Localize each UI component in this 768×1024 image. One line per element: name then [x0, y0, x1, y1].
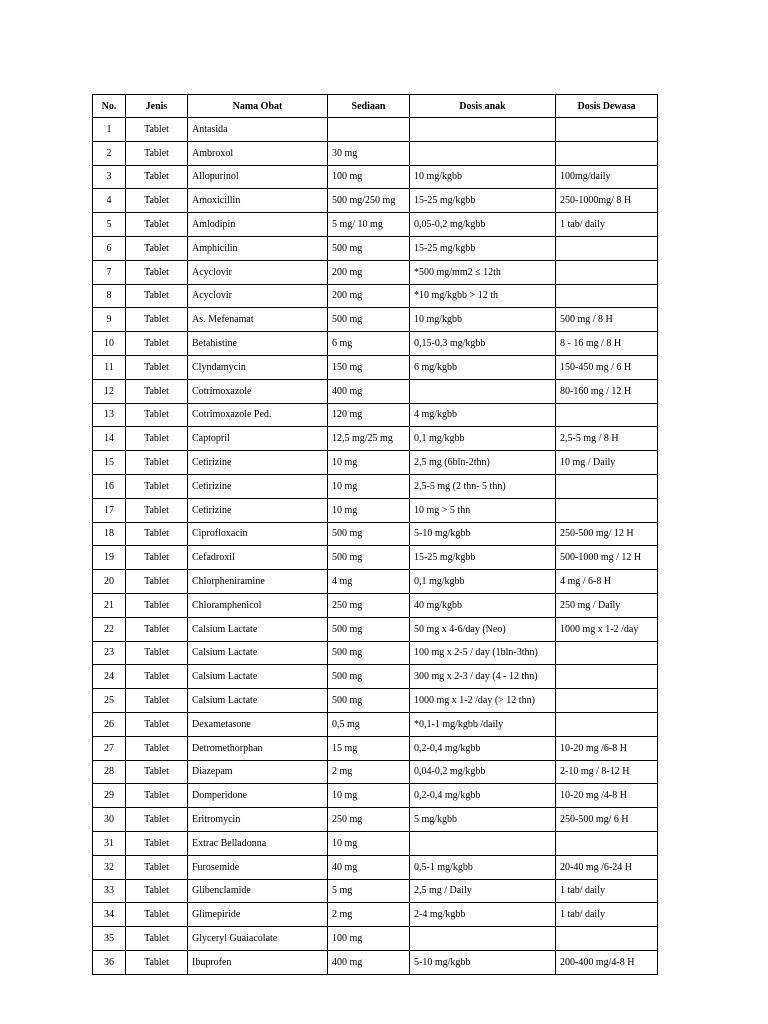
cell-jenis: Tablet	[126, 189, 188, 213]
table-row	[93, 617, 658, 641]
table-row	[93, 427, 658, 451]
cell-no: 15	[93, 451, 126, 475]
cell-no: 14	[93, 427, 126, 451]
cell-dosis-dewasa	[556, 712, 658, 736]
cell-nama-obat: Allopurinol	[188, 165, 328, 189]
cell-dosis-dewasa: 80-160 mg / 12 H	[556, 379, 658, 403]
header-dosis-dewasa: Dosis Dewasa	[556, 95, 658, 118]
cell-dosis-anak: 0,1 mg/kgbb	[410, 427, 556, 451]
cell-jenis: Tablet	[126, 903, 188, 927]
cell-nama-obat: Cotrimoxazole	[188, 379, 328, 403]
table-row	[93, 213, 658, 237]
cell-no: 12	[93, 379, 126, 403]
cell-sediaan: 200 mg	[328, 260, 410, 284]
cell-dosis-dewasa	[556, 403, 658, 427]
cell-dosis-anak: 1000 mg x 1-2 /day (> 12 thn)	[410, 689, 556, 713]
cell-nama-obat: Ciprofloxacin	[188, 522, 328, 546]
cell-dosis-dewasa	[556, 236, 658, 260]
table-row	[93, 189, 658, 213]
cell-sediaan: 500 mg	[328, 308, 410, 332]
cell-nama-obat: Cefadroxil	[188, 546, 328, 570]
cell-sediaan: 500 mg	[328, 689, 410, 713]
drug-dosage-table	[92, 94, 658, 975]
cell-dosis-anak	[410, 141, 556, 165]
cell-nama-obat: Antasida	[188, 118, 328, 142]
cell-sediaan: 10 mg	[328, 474, 410, 498]
cell-nama-obat: As. Mefenamat	[188, 308, 328, 332]
cell-sediaan: 400 mg	[328, 379, 410, 403]
cell-nama-obat: Cetirizine	[188, 498, 328, 522]
cell-dosis-anak: 5-10 mg/kgbb	[410, 950, 556, 974]
cell-nama-obat: Calsium Lactate	[188, 665, 328, 689]
cell-dosis-anak: 6 mg/kgbb	[410, 355, 556, 379]
cell-sediaan: 500 mg	[328, 522, 410, 546]
header-dosis-anak: Dosis anak	[410, 95, 556, 118]
cell-jenis: Tablet	[126, 308, 188, 332]
cell-no: 7	[93, 260, 126, 284]
cell-no: 16	[93, 474, 126, 498]
cell-sediaan: 400 mg	[328, 950, 410, 974]
cell-jenis: Tablet	[126, 118, 188, 142]
cell-dosis-dewasa: 150-450 mg / 6 H	[556, 355, 658, 379]
cell-jenis: Tablet	[126, 165, 188, 189]
cell-nama-obat: Calsium Lactate	[188, 641, 328, 665]
cell-no: 17	[93, 498, 126, 522]
table-row	[93, 641, 658, 665]
cell-dosis-anak: 100 mg x 2-5 / day (1bln-3thn)	[410, 641, 556, 665]
cell-dosis-anak	[410, 379, 556, 403]
table-row	[93, 260, 658, 284]
cell-sediaan: 2 mg	[328, 760, 410, 784]
cell-jenis: Tablet	[126, 546, 188, 570]
table-row	[93, 712, 658, 736]
cell-jenis: Tablet	[126, 522, 188, 546]
cell-dosis-anak: 0,2-0,4 mg/kgbb	[410, 736, 556, 760]
cell-jenis: Tablet	[126, 855, 188, 879]
cell-sediaan: 10 mg	[328, 831, 410, 855]
table-row	[93, 118, 658, 142]
table-row	[93, 165, 658, 189]
cell-nama-obat: Glimepiride	[188, 903, 328, 927]
cell-nama-obat: Amoxicillin	[188, 189, 328, 213]
cell-jenis: Tablet	[126, 355, 188, 379]
cell-no: 35	[93, 927, 126, 951]
cell-dosis-anak	[410, 927, 556, 951]
table-row	[93, 332, 658, 356]
cell-sediaan: 120 mg	[328, 403, 410, 427]
cell-dosis-anak	[410, 118, 556, 142]
cell-nama-obat: Cetirizine	[188, 451, 328, 475]
cell-jenis: Tablet	[126, 927, 188, 951]
cell-dosis-anak: 5 mg/kgbb	[410, 808, 556, 832]
cell-sediaan: 100 mg	[328, 165, 410, 189]
cell-sediaan: 500 mg	[328, 641, 410, 665]
cell-jenis: Tablet	[126, 712, 188, 736]
cell-dosis-dewasa	[556, 474, 658, 498]
cell-no: 9	[93, 308, 126, 332]
table-row	[93, 474, 658, 498]
cell-sediaan: 2 mg	[328, 903, 410, 927]
cell-nama-obat: Calsium Lactate	[188, 689, 328, 713]
cell-no: 27	[93, 736, 126, 760]
cell-dosis-anak	[410, 831, 556, 855]
cell-jenis: Tablet	[126, 284, 188, 308]
cell-no: 2	[93, 141, 126, 165]
cell-sediaan: 250 mg	[328, 808, 410, 832]
cell-dosis-dewasa: 10 mg / Daily	[556, 451, 658, 475]
cell-dosis-dewasa	[556, 641, 658, 665]
cell-no: 32	[93, 855, 126, 879]
cell-no: 26	[93, 712, 126, 736]
cell-dosis-anak: 15-25 mg/kgbb	[410, 189, 556, 213]
cell-sediaan: 10 mg	[328, 451, 410, 475]
cell-no: 3	[93, 165, 126, 189]
cell-no: 13	[93, 403, 126, 427]
cell-dosis-dewasa	[556, 284, 658, 308]
cell-dosis-dewasa: 4 mg / 6-8 H	[556, 570, 658, 594]
table-body	[93, 118, 658, 975]
cell-dosis-anak: 0,05-0,2 mg/kgbb	[410, 213, 556, 237]
cell-nama-obat: Extrac Belladonna	[188, 831, 328, 855]
table-row	[93, 593, 658, 617]
cell-no: 33	[93, 879, 126, 903]
cell-sediaan: 500 mg	[328, 236, 410, 260]
cell-jenis: Tablet	[126, 760, 188, 784]
header-nama-obat: Nama Obat	[188, 95, 328, 118]
cell-no: 25	[93, 689, 126, 713]
cell-dosis-dewasa: 1 tab/ daily	[556, 213, 658, 237]
cell-dosis-anak: 40 mg/kgbb	[410, 593, 556, 617]
cell-dosis-dewasa: 250 mg / Daily	[556, 593, 658, 617]
table-row	[93, 498, 658, 522]
table-row	[93, 141, 658, 165]
cell-dosis-dewasa	[556, 141, 658, 165]
cell-dosis-dewasa: 20-40 mg /6-24 H	[556, 855, 658, 879]
cell-sediaan: 200 mg	[328, 284, 410, 308]
cell-dosis-anak: 5-10 mg/kgbb	[410, 522, 556, 546]
cell-dosis-dewasa	[556, 665, 658, 689]
cell-nama-obat: Furosemide	[188, 855, 328, 879]
cell-sediaan: 5 mg/ 10 mg	[328, 213, 410, 237]
cell-jenis: Tablet	[126, 236, 188, 260]
cell-jenis: Tablet	[126, 141, 188, 165]
cell-dosis-anak: 0,2-0,4 mg/kgbb	[410, 784, 556, 808]
cell-nama-obat: Betahistine	[188, 332, 328, 356]
cell-dosis-dewasa	[556, 927, 658, 951]
cell-dosis-dewasa: 8 - 16 mg / 8 H	[556, 332, 658, 356]
cell-dosis-anak: 10 mg/kgbb	[410, 308, 556, 332]
table-row	[93, 403, 658, 427]
table-row	[93, 546, 658, 570]
table-row	[93, 831, 658, 855]
table-row	[93, 522, 658, 546]
cell-nama-obat: Acyclovir	[188, 284, 328, 308]
header-sediaan: Sediaan	[328, 95, 410, 118]
cell-nama-obat: Captopril	[188, 427, 328, 451]
cell-nama-obat: Dexametasone	[188, 712, 328, 736]
cell-dosis-anak: 10 mg/kgbb	[410, 165, 556, 189]
cell-sediaan: 500 mg	[328, 546, 410, 570]
table-row	[93, 689, 658, 713]
table-row	[93, 760, 658, 784]
cell-nama-obat: Detromethorphan	[188, 736, 328, 760]
cell-no: 11	[93, 355, 126, 379]
cell-jenis: Tablet	[126, 379, 188, 403]
table-row	[93, 284, 658, 308]
cell-no: 24	[93, 665, 126, 689]
table-row	[93, 808, 658, 832]
cell-dosis-dewasa: 1000 mg x 1-2 /day	[556, 617, 658, 641]
cell-dosis-anak: 2-4 mg/kgbb	[410, 903, 556, 927]
cell-dosis-anak: 15-25 mg/kgbb	[410, 546, 556, 570]
cell-dosis-dewasa	[556, 689, 658, 713]
cell-jenis: Tablet	[126, 617, 188, 641]
cell-nama-obat: Clyndamycin	[188, 355, 328, 379]
cell-nama-obat: Calsium Lactate	[188, 617, 328, 641]
cell-no: 29	[93, 784, 126, 808]
cell-sediaan: 500 mg/250 mg	[328, 189, 410, 213]
cell-dosis-anak: 50 mg x 4-6/day (Neo)	[410, 617, 556, 641]
cell-dosis-dewasa: 500-1000 mg / 12 H	[556, 546, 658, 570]
cell-jenis: Tablet	[126, 451, 188, 475]
cell-jenis: Tablet	[126, 879, 188, 903]
cell-sediaan: 12,5 mg/25 mg	[328, 427, 410, 451]
cell-dosis-dewasa: 250-1000mg/ 8 H	[556, 189, 658, 213]
cell-sediaan: 4 mg	[328, 570, 410, 594]
table-row	[93, 379, 658, 403]
cell-jenis: Tablet	[126, 213, 188, 237]
cell-jenis: Tablet	[126, 593, 188, 617]
cell-no: 10	[93, 332, 126, 356]
cell-jenis: Tablet	[126, 831, 188, 855]
cell-dosis-dewasa: 2,5-5 mg / 8 H	[556, 427, 658, 451]
cell-jenis: Tablet	[126, 784, 188, 808]
cell-sediaan: 10 mg	[328, 784, 410, 808]
cell-jenis: Tablet	[126, 665, 188, 689]
cell-jenis: Tablet	[126, 260, 188, 284]
cell-no: 36	[93, 950, 126, 974]
cell-dosis-anak: 2,5 mg / Daily	[410, 879, 556, 903]
cell-nama-obat: Cetirizine	[188, 474, 328, 498]
header-jenis: Jenis	[126, 95, 188, 118]
cell-dosis-dewasa: 2-10 mg / 8-12 H	[556, 760, 658, 784]
cell-dosis-dewasa: 1 tab/ daily	[556, 903, 658, 927]
cell-dosis-anak: 2,5 mg (6bln-2thn)	[410, 451, 556, 475]
cell-dosis-anak: 4 mg/kgbb	[410, 403, 556, 427]
cell-sediaan: 15 mg	[328, 736, 410, 760]
cell-nama-obat: Chloramphenicol	[188, 593, 328, 617]
cell-sediaan: 5 mg	[328, 879, 410, 903]
cell-no: 34	[93, 903, 126, 927]
cell-jenis: Tablet	[126, 427, 188, 451]
table-row	[93, 236, 658, 260]
cell-dosis-dewasa	[556, 498, 658, 522]
cell-nama-obat: Ambroxol	[188, 141, 328, 165]
cell-sediaan: 500 mg	[328, 617, 410, 641]
cell-dosis-anak: *10 mg/kgbb > 12 th	[410, 284, 556, 308]
table-row	[93, 570, 658, 594]
cell-sediaan: 100 mg	[328, 927, 410, 951]
cell-jenis: Tablet	[126, 403, 188, 427]
cell-no: 6	[93, 236, 126, 260]
cell-no: 20	[93, 570, 126, 594]
cell-dosis-dewasa: 500 mg / 8 H	[556, 308, 658, 332]
cell-nama-obat: Cotrimoxazole Ped.	[188, 403, 328, 427]
cell-nama-obat: Glibenclamide	[188, 879, 328, 903]
cell-no: 28	[93, 760, 126, 784]
cell-no: 5	[93, 213, 126, 237]
cell-dosis-dewasa	[556, 831, 658, 855]
cell-jenis: Tablet	[126, 474, 188, 498]
cell-dosis-dewasa: 250-500 mg/ 6 H	[556, 808, 658, 832]
cell-jenis: Tablet	[126, 950, 188, 974]
cell-dosis-anak: 15-25 mg/kgbb	[410, 236, 556, 260]
cell-jenis: Tablet	[126, 736, 188, 760]
cell-dosis-anak: 0,15-0,3 mg/kgbb	[410, 332, 556, 356]
table-row	[93, 784, 658, 808]
table-row	[93, 308, 658, 332]
cell-no: 21	[93, 593, 126, 617]
cell-sediaan: 0,5 mg	[328, 712, 410, 736]
cell-jenis: Tablet	[126, 808, 188, 832]
cell-no: 8	[93, 284, 126, 308]
cell-sediaan: 6 mg	[328, 332, 410, 356]
table-row	[93, 855, 658, 879]
header-row	[93, 95, 658, 118]
cell-dosis-anak: 0,1 mg/kgbb	[410, 570, 556, 594]
cell-no: 31	[93, 831, 126, 855]
cell-dosis-anak: *500 mg/mm2 ≤ 12th	[410, 260, 556, 284]
table-row	[93, 879, 658, 903]
cell-dosis-anak: 0,04-0,2 mg/kgbb	[410, 760, 556, 784]
table-row	[93, 950, 658, 974]
cell-no: 18	[93, 522, 126, 546]
cell-dosis-dewasa: 200-400 mg/4-8 H	[556, 950, 658, 974]
cell-nama-obat: Chlorpheniramine	[188, 570, 328, 594]
cell-sediaan: 10 mg	[328, 498, 410, 522]
cell-no: 4	[93, 189, 126, 213]
cell-nama-obat: Eritromycin	[188, 808, 328, 832]
cell-nama-obat: Amlodipin	[188, 213, 328, 237]
cell-no: 22	[93, 617, 126, 641]
cell-nama-obat: Ibuprofen	[188, 950, 328, 974]
cell-dosis-dewasa: 10-20 mg /4-8 H	[556, 784, 658, 808]
cell-nama-obat: Acyclovir	[188, 260, 328, 284]
table-row	[93, 903, 658, 927]
cell-sediaan: 500 mg	[328, 665, 410, 689]
cell-nama-obat: Glyceryl Guaiacolate	[188, 927, 328, 951]
cell-dosis-dewasa: 100mg/daily	[556, 165, 658, 189]
cell-dosis-anak: 0,5-1 mg/kgbb	[410, 855, 556, 879]
table-row	[93, 736, 658, 760]
cell-sediaan: 30 mg	[328, 141, 410, 165]
cell-no: 30	[93, 808, 126, 832]
cell-dosis-dewasa: 250-500 mg/ 12 H	[556, 522, 658, 546]
cell-jenis: Tablet	[126, 498, 188, 522]
table-row	[93, 355, 658, 379]
cell-sediaan: 150 mg	[328, 355, 410, 379]
header-no: No.	[93, 95, 126, 118]
cell-nama-obat: Domperidone	[188, 784, 328, 808]
cell-jenis: Tablet	[126, 689, 188, 713]
cell-dosis-anak: 300 mg x 2-3 / day (4 - 12 thn)	[410, 665, 556, 689]
cell-jenis: Tablet	[126, 641, 188, 665]
cell-dosis-anak: *0,1-1 mg/kgbb /daily	[410, 712, 556, 736]
cell-no: 1	[93, 118, 126, 142]
cell-nama-obat: Diazepam	[188, 760, 328, 784]
cell-no: 23	[93, 641, 126, 665]
cell-dosis-dewasa	[556, 260, 658, 284]
cell-dosis-dewasa: 10-20 mg /6-8 H	[556, 736, 658, 760]
cell-jenis: Tablet	[126, 332, 188, 356]
cell-dosis-dewasa	[556, 118, 658, 142]
cell-sediaan: 250 mg	[328, 593, 410, 617]
cell-dosis-anak: 10 mg > 5 thn	[410, 498, 556, 522]
cell-sediaan	[328, 118, 410, 142]
cell-jenis: Tablet	[126, 570, 188, 594]
cell-dosis-dewasa: 1 tab/ daily	[556, 879, 658, 903]
cell-no: 19	[93, 546, 126, 570]
table-row	[93, 451, 658, 475]
cell-sediaan: 40 mg	[328, 855, 410, 879]
cell-dosis-anak: 2,5-5 mg (2 thn- 5 thn)	[410, 474, 556, 498]
table-row	[93, 927, 658, 951]
table-row	[93, 665, 658, 689]
cell-nama-obat: Amphicilin	[188, 236, 328, 260]
